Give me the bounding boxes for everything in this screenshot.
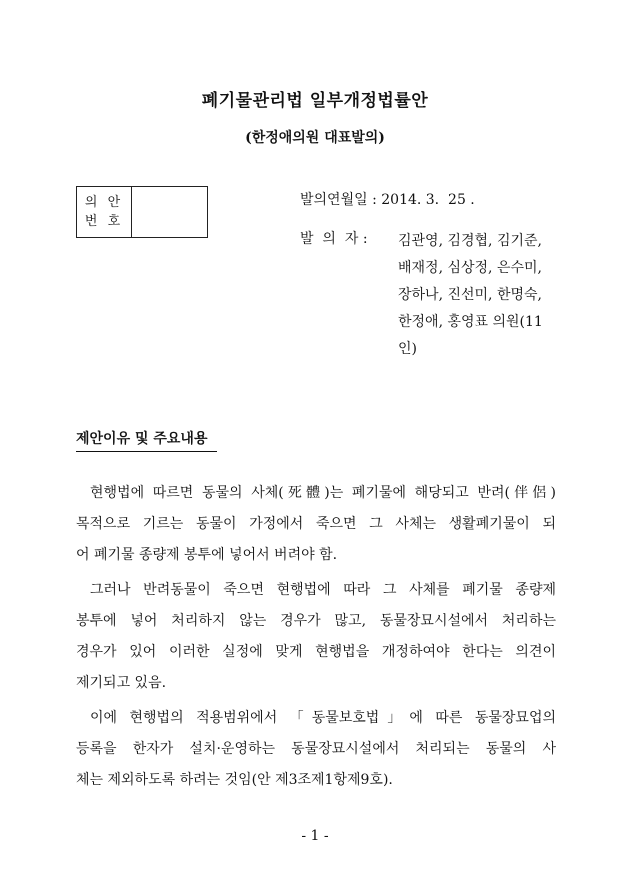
proposer-line: 김관영, 김경협, 김기준, xyxy=(398,233,542,249)
section-heading: 제안이유 및 주요내용 xyxy=(76,428,217,452)
document-title: 폐기물관리법 일부개정법률안 xyxy=(201,91,429,111)
text-line: 경우가 있어 이러한 실정에 맞게 현행법을 개정하여야 한다는 의견이 xyxy=(76,644,556,660)
bill-number-label xyxy=(77,187,132,237)
text-line: 이에 현행법의 적용범위에서 「동물보호법」에 따른 동물장묘업의 xyxy=(90,710,556,726)
proposer-line: 한정애, 홍영표 의원(11 xyxy=(398,314,543,330)
bill-number-value xyxy=(132,187,207,237)
proposer-label: 발 의 자 xyxy=(300,231,359,247)
text-line: 제기되고 있음. xyxy=(76,675,167,691)
proposal-date-colon: : xyxy=(372,192,382,208)
bill-number-box xyxy=(76,186,208,238)
text-line: 어 폐기물 종량제 봉투에 넣어서 버려야 함. xyxy=(76,547,338,563)
proposal-date-label: 발의연월일 xyxy=(300,192,368,208)
proposer-line: 배재정, 심상정, 은수미, xyxy=(398,260,542,276)
body-text xyxy=(76,478,556,800)
proposer-line: 장하나, 진선미, 한명숙, xyxy=(398,287,542,303)
text-line: 그러나 반려동물이 죽으면 현행법에 따라 그 사체를 폐기물 종량제 xyxy=(90,582,556,598)
proposer-line: 인) xyxy=(398,341,417,357)
proposal-date-row xyxy=(300,189,475,209)
bill-label-line1: 의 안 xyxy=(84,195,124,210)
text-line: 봉투에 넣어 처리하지 않는 경우가 많고, 동물장묘시설에서 처리하는 xyxy=(76,613,556,629)
text-line: 현행법에 따르면 동물의 사체(死體)는 폐기물에 해당되고 반려(伴侶) xyxy=(90,485,556,501)
bill-label-line2: 번 호 xyxy=(84,214,124,229)
document-subtitle: (한정애의원 대표발의) xyxy=(245,130,385,146)
text-line: 체는 제외하도록 하려는 것임(안 제3조제1항제9호). xyxy=(76,772,393,788)
paragraph-1 xyxy=(76,478,556,571)
page-number: - 1 - xyxy=(301,828,329,844)
proposer-colon: : xyxy=(362,231,368,247)
proposal-date-value: 2014. 3. 25 . xyxy=(381,192,475,208)
paragraph-3 xyxy=(76,703,556,796)
proposer-names xyxy=(398,228,568,363)
proposer-row xyxy=(300,228,368,248)
paragraph-2 xyxy=(76,575,556,699)
text-line: 등록을 한자가 설치·운영하는 동물장묘시설에서 처리되는 동물의 사 xyxy=(76,741,556,757)
text-line: 목적으로 기르는 동물이 가정에서 죽으면 그 사체는 생활폐기물이 되 xyxy=(76,516,556,532)
